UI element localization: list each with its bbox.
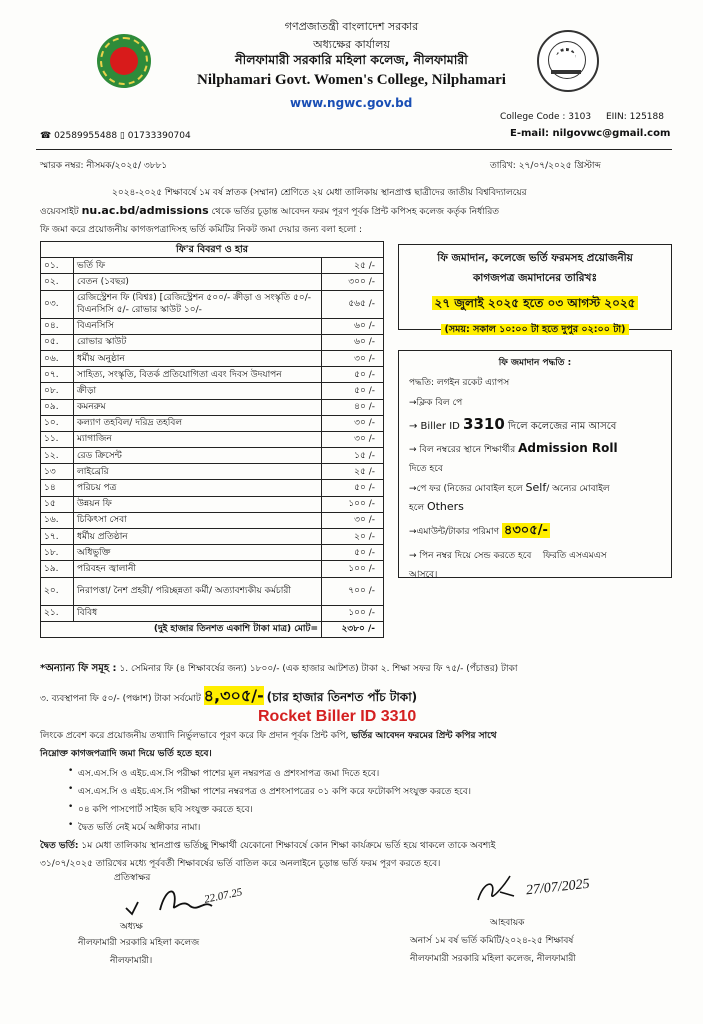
other-fees-label: *অন্যান্য ফি সমূহ : (40, 663, 117, 674)
pay-for-others: Others (426, 500, 464, 513)
fee-row-item: ধর্মীয় অনুষ্ঠান (74, 350, 322, 366)
return-sms-note: ফিরতি এসএমএস (542, 551, 607, 561)
fee-row-sl: ১৫ (41, 496, 74, 512)
fee-row-amount: ৩০ /- (322, 350, 384, 366)
principal-sign-date: 22.07.25 (203, 886, 244, 906)
fee-row-amount: ৭০০ /- (322, 577, 384, 605)
fee-row-item: ক্রীড়া (74, 383, 322, 399)
method-step-5: দিতে হবে (409, 464, 443, 474)
biller-id-note: দিলে কলেজের নাম আসবে (507, 421, 617, 432)
payment-method-box (398, 350, 672, 578)
fee-row-amount: ১৫ /- (322, 448, 384, 464)
college-name-bn: নীলফামারী সরকারি মহিলা কলেজ, নীলফামারী (235, 52, 468, 67)
fee-row-item: অধিভুক্তি (74, 545, 322, 561)
fee-row (41, 258, 384, 274)
fee-row-sl: ০৬. (41, 350, 74, 366)
method-title: ফি জমাদান পদ্ধতি : (498, 358, 572, 368)
rocket-biller-id: Rocket Biller ID 3310 (258, 708, 417, 725)
header-divider (36, 149, 672, 150)
fee-row (41, 318, 384, 334)
fee-row (41, 334, 384, 350)
fee-row-amount: ৫৬৫ /- (322, 290, 384, 318)
fee-row-sl: ১৪ (41, 480, 74, 496)
deposit-dates: ২৭ জুলাই ২০২৫ হতে ০৩ আগস্ট ২০২৫ (432, 296, 639, 310)
method-step-10: আসবে। (409, 570, 438, 580)
admission-roll: Admission Roll (518, 441, 618, 455)
college-name-en: Nilphamari Govt. Women's College, Nilphamari (197, 72, 506, 88)
doc-requirement: • দ্বৈত ভর্তি নেই মর্মে অঙ্গীকার নামা। (78, 820, 200, 835)
fee-row-sl: ২১. (41, 605, 74, 621)
method-step-6 (409, 481, 671, 496)
fee-row-amount: ১০০ /- (322, 561, 384, 577)
method-step-4 (409, 441, 671, 457)
fee-row-item: ভর্তি ফি (74, 258, 322, 274)
method-step-3 (409, 415, 671, 436)
fee-row-item: পরিচয় পত্র (74, 480, 322, 496)
deposit-line-2: কাগজপত্র জমাদানের তারিখঃ (472, 272, 598, 284)
doc-requirement: • ০৪ কপি পাসপোর্ট সাইজ ছবি সংযুক্ত করতে হবে। (78, 802, 253, 817)
fee-row (41, 496, 384, 512)
fee-row-item: কমনরুম (74, 399, 322, 415)
intro-line-2-rest: থেকে ভর্তির চূড়ান্ত আবেদন ফরম পূরণ পূর্বক প্রিন্ট কপিসহ কলেজ কর্তৃক নির্ধারিত (211, 207, 500, 217)
fee-row-sl: ০৩. (41, 290, 74, 318)
doc-requirement: • এস.এস.সি ও এইচ.এস.সি পরীক্ষা পাশের নম্বরপত্র ও প্রশংসাপত্রের ০১ কপি করে ফটোকপি সংযুক্ত করতে হবে। (78, 784, 471, 799)
pin-send-note: → পিন নম্বর দিয়ে সেন্ড করতে হবে (409, 551, 532, 561)
website-link[interactable]: www.ngwc.gov.bd (290, 96, 413, 110)
intro-website-label: ওয়েবসাইট (40, 207, 79, 217)
fee-row-sl: ০২. (41, 274, 74, 290)
memo-date: তারিখ: ২৭/০৭/২০২৫ খ্রিস্টাব্দ (490, 161, 601, 171)
instruction-p1-bold: ভর্তির আবেদন ফরমের প্রিন্ট কপির সাথে (351, 731, 497, 741)
fee-row-sl: ০৯. (41, 399, 74, 415)
pay-for-self: Self (525, 481, 547, 494)
other-fees-text-2: ৩. ব্যবস্থাপনা ফি ৫০/- (পঞ্চাশ) টাকা সর্বমোট (40, 694, 201, 704)
fee-row-amount: ৫০ /- (322, 545, 384, 561)
fee-row-sl: ১৩ (41, 464, 74, 480)
payment-amount: ৪৩০৫/- (503, 523, 548, 538)
fee-row-amount: ২০ /- (322, 529, 384, 545)
fee-row-amount: ৩০ /- (322, 431, 384, 447)
fee-row-sl: ০১. (41, 258, 74, 274)
fee-row-amount: ৩০০ /- (322, 274, 384, 290)
fee-row (41, 290, 384, 318)
instruction-line-2: নিম্নোক্ত কাগজপত্রাদি জমা দিয়ে ভর্তি হতে হবে। (40, 749, 212, 759)
fee-row (41, 415, 384, 431)
college-code: College Code : 3103 (500, 112, 592, 122)
fee-row-sl: ১৮. (41, 545, 74, 561)
fee-row-sl: ১১. (41, 431, 74, 447)
intro-line-1: ২০২৪-২০২৫ শিক্ষাবর্ষে ১ম বর্ষ স্নাতক (সম্মান) শ্রেণিতে ২য় মেধা তালিকায় স্থানপ্রাপ্ত ছাত্রীদের জাতীয় বিশ্ববিদ্যালয়ের (112, 188, 527, 198)
fee-row (41, 529, 384, 545)
fee-row (41, 383, 384, 399)
other-fees-line-2 (40, 683, 417, 710)
instruction-p1: লিংকে প্রবেশ করে প্রয়োজনীয় তথ্যাদি নির্ভুলভাবে পূরণ করে ফি প্রদান পূর্বক প্রিন্ট কপি, (40, 731, 349, 741)
fee-row (41, 399, 384, 415)
fee-row-item: পরিবহন জ্বালানী (74, 561, 322, 577)
fee-row-amount: ২৫ /- (322, 258, 384, 274)
pay-for-other-prefix: হলে (409, 503, 425, 513)
fee-row-sl: ০৭. (41, 367, 74, 383)
principal-title: অধ্যক্ষ (120, 922, 143, 932)
fee-table (40, 241, 384, 638)
other-fees-text-1: ১. সেমিনার ফি (৪ শিক্ষাবর্ষের জন্য) ১৮০০/- (এক হাজার আটশত) টাকা ২. শিক্ষা সফর ফি ৭৫/- (পঁচাত্তর) টাকা (119, 664, 518, 674)
nu-admission-link[interactable]: nu.ac.bd/admissions (81, 204, 209, 217)
fee-row-amount: ৬০ /- (322, 334, 384, 350)
fee-row-item: কল্যাণ তহবিল/ দরিদ্র তহবিল (74, 415, 322, 431)
other-fees-line-1 (40, 661, 517, 678)
fee-row (41, 512, 384, 528)
fee-row-amount: ১০০ /- (322, 496, 384, 512)
eiin: EIIN: 125188 (606, 112, 664, 122)
fee-row-item: চিকিৎসা সেবা (74, 512, 322, 528)
principal-signature (120, 876, 280, 916)
deposit-line-1: ফি জমাদান, কলেজে ভর্তি ফরমসহ প্রয়োজনীয় (437, 252, 633, 264)
grand-total-words: (চার হাজার তিনশত পাঁচ টাকা) (266, 690, 418, 704)
fee-row-item: রেজিস্ট্রেশন ফি (বিশ্বঃ) [রেজিস্ট্রেশন ৫০০/- ক্রীড়া ও সংস্কৃতি ৫০/- বিএনসিসি ৫/- রোভার স্কাউট ১০/- (74, 290, 322, 318)
fee-row-sl: ০৪. (41, 318, 74, 334)
dual-admission-line-1 (40, 838, 495, 853)
fee-row-item: বেতন (১বছর) (74, 274, 322, 290)
convener-committee: অনার্স ১ম বর্ষ ভর্তি কমিটি/২০২৪-২৫ শিক্ষাবর্ষ (410, 936, 574, 946)
biller-id: 3310 (463, 415, 505, 433)
fee-row-amount: ৫০ /- (322, 383, 384, 399)
doc-requirement: • এস.এস.সি ও এইচ.এস.সি পরীক্ষা পাশের মূল নম্বরপত্র ও প্রশংসাপত্র জমা দিতে হবে। (78, 766, 379, 781)
pay-for-other-label: / অন্যের মোবাইল (546, 484, 610, 494)
grand-total: ৪,৩০৫/- (203, 686, 264, 705)
fee-row-sl: ১৯. (41, 561, 74, 577)
bill-number-label: → বিল নম্বরের স্থানে শিক্ষার্থীর (409, 445, 516, 455)
fee-row (41, 274, 384, 290)
instruction-line-1 (40, 728, 497, 743)
amount-label: →এমাউন্ট/টাকার পরিমাণ (409, 527, 500, 537)
phone-numbers: ☎ 02589955488 ▯ 01733390704 (40, 131, 191, 141)
fee-row-sl: ১৭. (41, 529, 74, 545)
fee-total-label: (দুই হাজার তিনশত একাশি টাকা মাত্র) মোট= (41, 621, 322, 637)
fee-row-amount: ২৫ /- (322, 464, 384, 480)
intro-line-3: ফি জমা করে প্রয়োজনীয় কাগজপত্রাদিসহ ভর্তি কমিটির নিকট জমা দেয়ার জন্য বলা হলো : (40, 225, 363, 235)
method-step-8 (409, 521, 671, 542)
fee-row-item: বিএনসিসি (74, 318, 322, 334)
dual-admission-text-1: ১ম মেধা তালিকায় স্থানপ্রাপ্ত ভর্তিচ্ছু শিক্ষার্থী যেকোনো শিক্ষাবর্ষে কোন শিক্ষা কার্যক্রমে ভর্তি হয়ে থাকলে তাকে অবশ্যই (81, 841, 496, 851)
fee-row (41, 464, 384, 480)
fee-row-amount: ৫০ /- (322, 480, 384, 496)
fee-row-sl: ২০. (41, 577, 74, 605)
fee-row-amount: ৬০ /- (322, 318, 384, 334)
intro-line-2 (40, 204, 499, 219)
method-step-1: পদ্ধতি: লগইন রকেট এ্যাপস (409, 378, 510, 388)
memo-number: স্মারক নম্বর: নীসমক/২০২৫/ ৩৮৮১ (40, 161, 168, 171)
fee-row-sl: ১৬. (41, 512, 74, 528)
dual-admission-line-2: ৩১/০৭/২০২৫ তারিখের মধ্যে পূর্ববর্তী শিক্ষাবর্ষের ভর্তি বাতিল করে অনলাইনে চূড়ান্ত ভর্তি ফরম পূরণ করতে হবে। (40, 859, 441, 869)
principal-place: নীলফামারী। (110, 956, 153, 966)
fee-row (41, 448, 384, 464)
fee-row-amount: ৩০ /- (322, 512, 384, 528)
pay-for-label: →পে ফর (নিজের মোবাইল হলে (409, 484, 523, 494)
fee-row-item: নিরাপত্তা/ নৈশ প্রহরী/ পরিচ্ছন্নতা কর্মী/ অত্যাবশ্যকীয় কর্মচারী (74, 577, 322, 605)
fee-row (41, 480, 384, 496)
dual-admission-label: দ্বৈত ভর্তি: (40, 841, 79, 851)
convener-sign-date: 27/07/2025 (525, 876, 591, 899)
biller-id-label: → Biller ID (409, 421, 460, 432)
fee-row (41, 367, 384, 383)
fee-row-amount: ৫০ /- (322, 367, 384, 383)
email[interactable]: E-mail: nilgovwc@gmail.com (510, 128, 671, 139)
deposit-date-box (398, 244, 672, 335)
fee-row-item: সাহিত্য, সংস্কৃতি, বিতর্ক প্রতিযোগিতা এবং দিবস উদযাপন (74, 367, 322, 383)
convener-org: নীলফামারী সরকারি মহিলা কলেজ, নীলফামারী (410, 954, 576, 964)
convener-title: আহবায়ক (490, 918, 525, 928)
fee-table-title: ফি'র বিবরণ ও হার (41, 242, 384, 258)
fee-row-sl: ১২. (41, 448, 74, 464)
method-step-9 (409, 548, 671, 563)
fee-row-item: ধর্মীয় প্রতিষ্ঠান (74, 529, 322, 545)
countersign-label: প্রতিস্বাক্ষর (114, 873, 151, 883)
method-step-7 (409, 500, 671, 515)
fee-row-item: রোভার স্কাউট (74, 334, 322, 350)
fee-row-amount: ৪০ /- (322, 399, 384, 415)
fee-row (41, 577, 384, 605)
fee-row-item: বিবিধ (74, 605, 322, 621)
fee-row-amount: ৩০ /- (322, 415, 384, 431)
fee-row (41, 350, 384, 366)
principal-org: নীলফামারী সরকারি মহিলা কলেজ (78, 938, 200, 948)
fee-row-sl: ০৫. (41, 334, 74, 350)
method-step-2: →ক্লিক বিল পে (409, 398, 463, 408)
fee-row (41, 431, 384, 447)
fee-row-item: উন্নয়ন ফি (74, 496, 322, 512)
office-title: অধ্যক্ষের কার্যালয় (313, 38, 390, 51)
fee-row-item: লাইব্রেরি (74, 464, 322, 480)
fee-row-item: রেড ক্রিসেন্ট (74, 448, 322, 464)
deposit-time: (সময়: সকাল ১০:০০ টা হতে দুপুর ০২:০০ টা) (441, 324, 628, 335)
govt-title: গণপ্রজাতন্ত্রী বাংলাদেশ সরকার (284, 20, 419, 33)
fee-row-item: ম্যাগাজিন (74, 431, 322, 447)
fee-row (41, 605, 384, 621)
fee-total-amount: ২৩৮০ /- (322, 621, 384, 637)
fee-row-sl: ১০. (41, 415, 74, 431)
fee-row-amount: ১০০ /- (322, 605, 384, 621)
fee-row-sl: ০৮. (41, 383, 74, 399)
fee-row (41, 545, 384, 561)
fee-row (41, 561, 384, 577)
